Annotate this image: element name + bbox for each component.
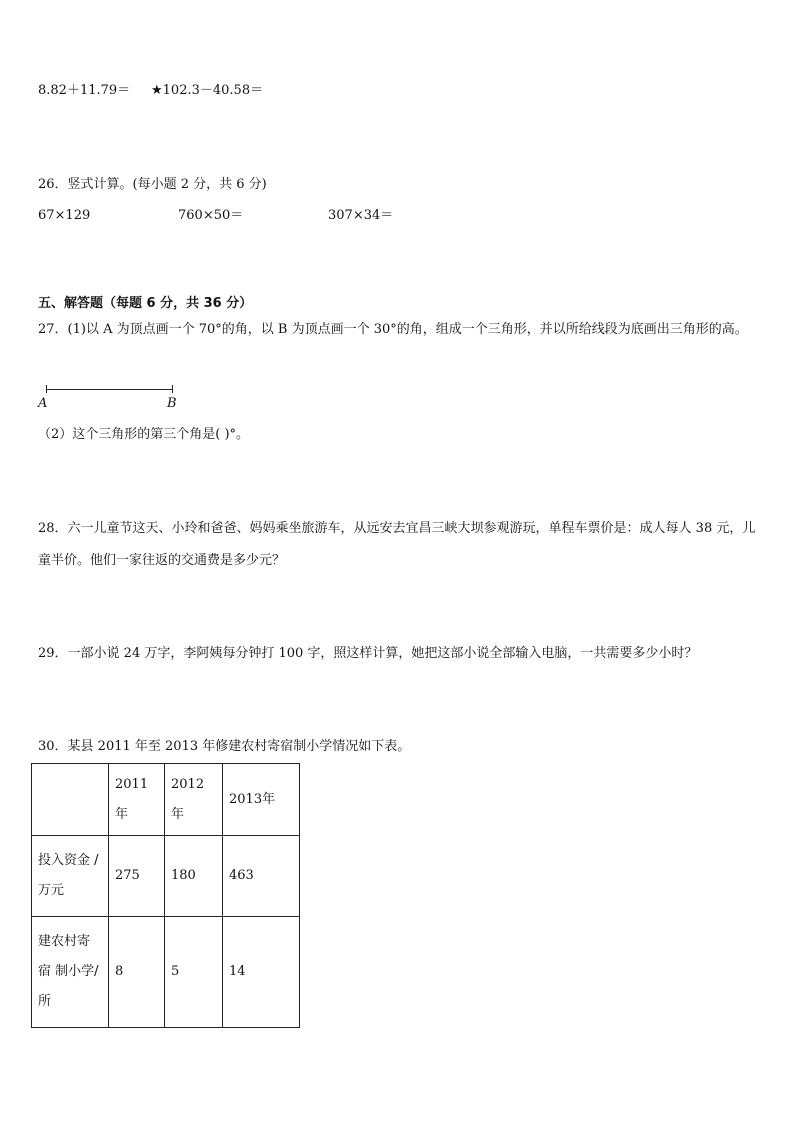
point-a-label: A [38,396,48,411]
table-row [32,836,300,917]
table-cell: 8 [109,917,165,1028]
q26-items [38,207,438,225]
table-row [32,917,300,1028]
segment-tick-a [46,385,47,393]
table-row-label: 投入资金 /万元 [32,836,109,917]
table-cell: 180 [165,836,223,917]
q27-part1: 27．(1)以 A 为顶点画一个 70°的角，以 B 为顶点画一个 30°的角，组成一个三角形，并以所给线段为底画出三角形的高。 [38,322,748,337]
expr-a: 8.82＋11.79＝ [38,83,131,98]
table-cell: 5 [165,917,223,1028]
q26-item: 760×50＝ [178,208,244,223]
table-cell: 463 [223,836,300,917]
expr-b: ★102.3－40.58＝ [151,83,264,98]
q28-text: 28．六一儿童节这天、小玲和爸爸、妈妈乘坐旅游车，从远安去宜昌三峡大坝参观游玩，单程车票价是：成人每人 38 元，儿童半价。他们一家往返的交通费是多少元？ [38,521,756,568]
segment-line [46,389,172,390]
section-title: 五、解答题（每题 6 分，共 36 分） [38,296,253,311]
table-header-cell: 2013年 [223,764,300,836]
q25-tail [38,82,264,100]
table-cell: 14 [223,917,300,1028]
table-cell: 275 [109,836,165,917]
table-header-cell: 2011 年 [109,764,165,836]
table-row-label: 建农村寄宿 制小学/所 [32,917,109,1028]
table-header-cell: 2012 年 [165,764,223,836]
point-b-label: B [167,396,177,411]
q26-title: 26．竖式计算。(每小题 2 分，共 6 分) [38,177,267,192]
q30-intro: 30．某县 2011 年至 2013 年修建农村寄宿制小学情况如下表。 [38,739,411,754]
q26-item: 67×129 [38,208,91,223]
segment-tick-b [172,385,173,393]
table-header-row [32,764,300,836]
data-table [31,763,300,1028]
q29-text: 29．一部小说 24 万字，李阿姨每分钟打 100 字，照这样计算，她把这部小说全部输入电脑，一共需要多少小时？ [38,646,698,661]
q27-part2: （2）这个三角形的第三个角是( )°。 [38,427,250,442]
q26-item: 307×34＝ [328,208,394,223]
table-corner-cell [32,764,109,836]
